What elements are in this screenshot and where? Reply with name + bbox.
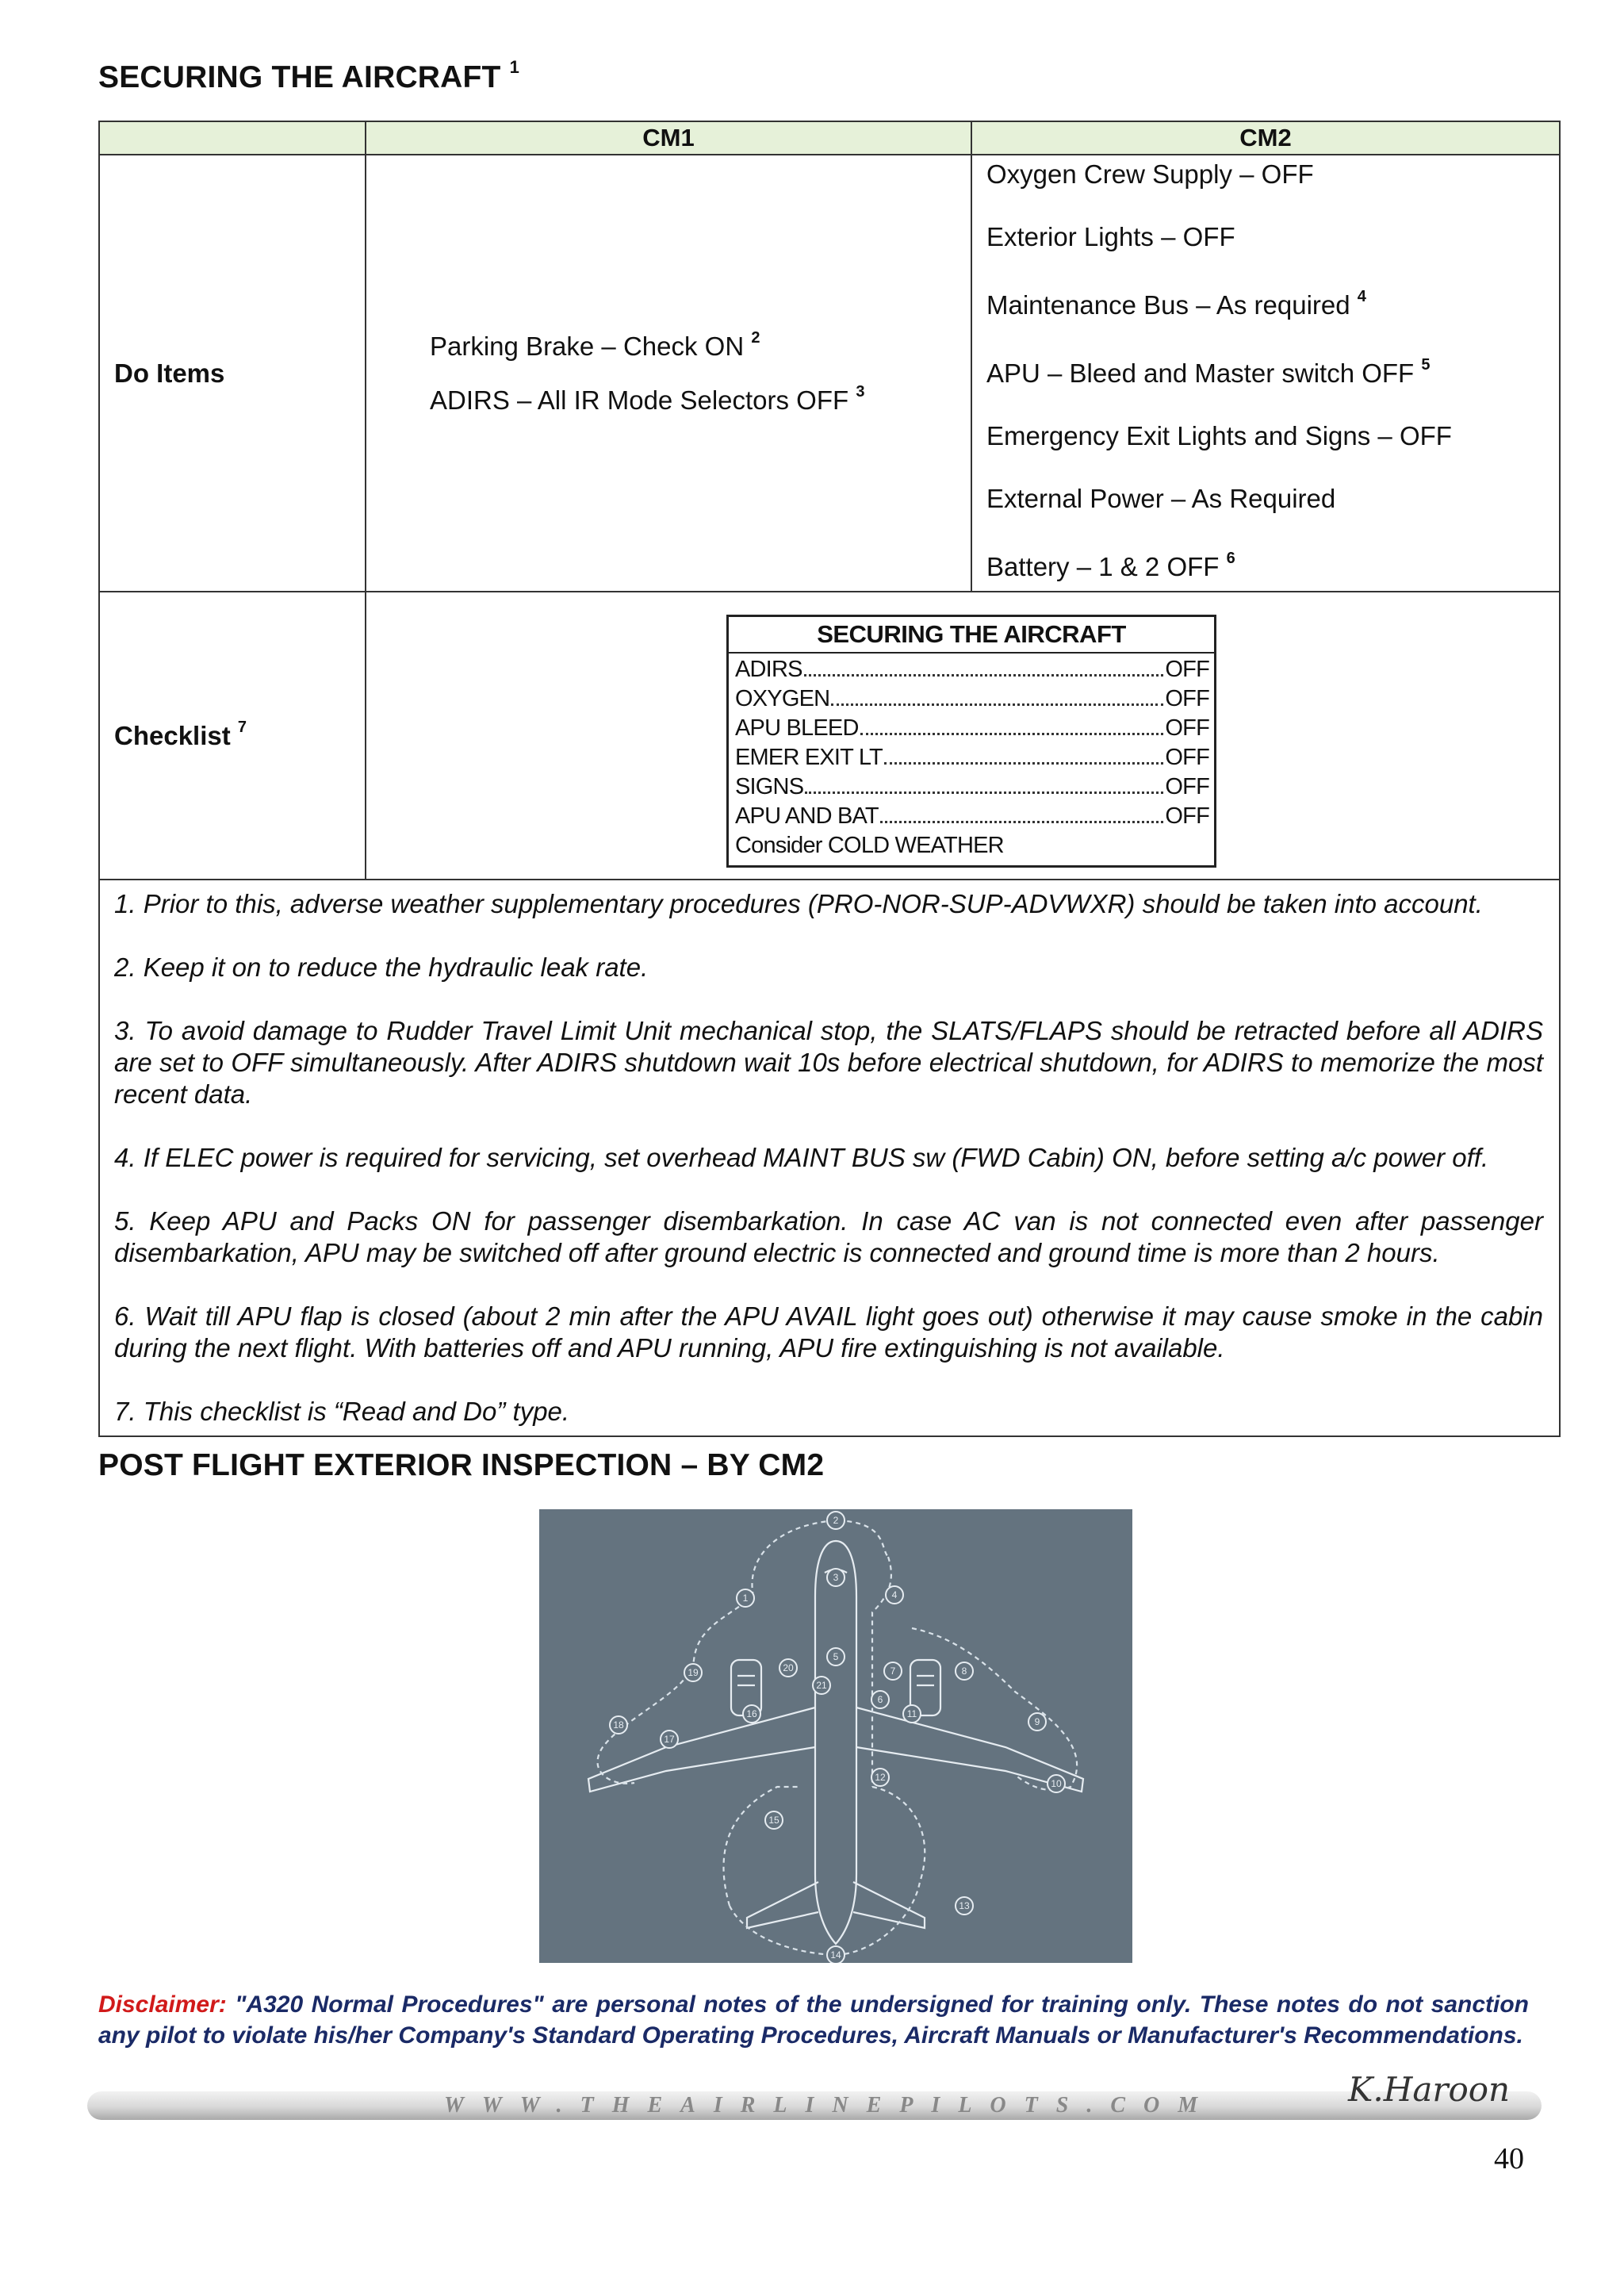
checklist-line: EMER EXIT LT OFF xyxy=(735,745,1209,770)
checklist-line: ADIRS OFF xyxy=(735,657,1209,682)
footnote: 4. If ELEC power is required for servicing, set overhead MAINT BUS sw (FWD Cabin) ON, before setting a/c power off. xyxy=(114,1143,1489,1172)
securing-table xyxy=(98,121,1561,1437)
checklist-line: APU BLEED OFF xyxy=(735,715,1209,741)
cm2-item: Exterior Lights – OFF xyxy=(986,222,1235,251)
diagram-label: 18 xyxy=(613,1719,624,1731)
cm1-do-items xyxy=(366,155,971,592)
section-title-securing: SECURING THE AIRCRAFT $^1$ xyxy=(98,57,520,94)
diagram-label: 5 xyxy=(833,1651,839,1662)
header-cm2: CM2 xyxy=(971,121,1560,155)
author-signature: K.Haroon xyxy=(1348,2070,1511,2109)
cm1-list xyxy=(366,328,971,416)
diagram-label: 19 xyxy=(688,1667,699,1678)
notes-cell xyxy=(99,880,1560,1436)
section-title-post-flight: POST FLIGHT EXTERIOR INSPECTION – BY CM2 xyxy=(98,1448,825,1482)
diagram-label: 20 xyxy=(783,1662,794,1673)
header-empty xyxy=(99,121,366,155)
checklist-line: OXYGEN OFF xyxy=(735,686,1209,711)
cm1-item: Parking Brake – Check ON $^2$ xyxy=(430,328,760,361)
cm2-list xyxy=(972,155,1559,591)
do-items-row xyxy=(99,155,1560,592)
diagram-label: 13 xyxy=(959,1900,970,1911)
footer-url: WWW.THEAIRLINEPILOTS.COM xyxy=(444,2093,1216,2118)
diagram-label: 2 xyxy=(833,1515,839,1526)
table-header-row xyxy=(99,121,1560,155)
disclaimer-label: Disclaimer: xyxy=(98,1991,227,2018)
diagram-label: 14 xyxy=(830,1949,841,1961)
checklist-footer: Consider COLD WEATHER xyxy=(735,833,1004,858)
page-number: 40 xyxy=(1494,2142,1524,2175)
checklist-line: APU AND BAT OFF xyxy=(735,803,1209,829)
checklist-cell xyxy=(366,592,1560,880)
footnote: 2. Keep it on to reduce the hydraulic leak rate. xyxy=(114,953,649,982)
diagram-label: 17 xyxy=(664,1734,675,1745)
cm2-item: External Power – As Required xyxy=(986,484,1336,513)
checklist-card-title: SECURING THE AIRCRAFT xyxy=(729,617,1214,654)
footnote: 3. To avoid damage to Rudder Travel Limit Unit mechanical stop, the SLATS/FLAPS should be retracted before all ADIRS are set to OFF simultaneously. After ADIRS shutdown wait 10s before electrical shutdown, for ADIRS to memorize the most recent data. xyxy=(114,1016,1543,1109)
cm2-do-items xyxy=(971,155,1560,592)
cm2-item: Maintenance Bus – As required $^4$ xyxy=(986,288,1366,320)
diagram-label: 6 xyxy=(877,1694,883,1705)
header-cm1: CM1 xyxy=(366,121,971,155)
cm2-item: Emergency Exit Lights and Signs – OFF xyxy=(986,421,1452,450)
diagram-label: 12 xyxy=(875,1772,886,1783)
footnote: 1. Prior to this, adverse weather supplementary procedures (PRO-NOR-SUP-ADVWXR) should be taken into account. xyxy=(114,889,1483,918)
footnote: 6. Wait till APU flap is closed (about 2 min after the APU AVAIL light goes out) otherwise it may cause smoke in the cabin during the next flight. With batteries off and APU running, APU fire extinguishing is not available. xyxy=(114,1301,1543,1363)
cm2-item: Battery – 1 & 2 OFF $^6$ xyxy=(986,550,1235,581)
exterior-inspection-diagram xyxy=(539,1509,1132,1963)
diagram-label: 1 xyxy=(742,1593,749,1604)
diagram-label: 21 xyxy=(816,1680,827,1691)
diagram-label: 16 xyxy=(746,1708,757,1719)
disclaimer-text: "A320 Normal Procedures" are personal notes of the undersigned for training only. These notes do not sanction any pilot to violate his/her Company's Standard Operating Procedures, Aircraft Manuals or Manufacturer's Recommendations. xyxy=(98,1991,1529,2049)
diagram-label: 9 xyxy=(1034,1716,1040,1727)
checklist-card xyxy=(726,615,1216,868)
notes-row xyxy=(99,880,1560,1436)
checklist-card-lines xyxy=(729,654,1214,865)
disclaimer xyxy=(98,1989,1529,2051)
aircraft-walkaround-svg xyxy=(539,1509,1132,1963)
diagram-label: 15 xyxy=(768,1815,779,1826)
checklist-row xyxy=(99,592,1560,880)
do-items-label: Do Items xyxy=(99,155,366,592)
diagram-label: 7 xyxy=(890,1665,896,1677)
diagram-label: 8 xyxy=(961,1665,967,1677)
checklist-label: Checklist $^7$ xyxy=(99,592,366,880)
cm1-item: ADIRS – All IR Mode Selectors OFF $^3$ xyxy=(430,382,865,415)
footnote: 7. This checklist is “Read and Do” type. xyxy=(114,1397,570,1426)
diagram-label: 10 xyxy=(1051,1778,1062,1789)
diagram-label: 3 xyxy=(833,1572,839,1583)
checklist-line: SIGNS OFF xyxy=(735,774,1209,799)
cm2-item: Oxygen Crew Supply – OFF xyxy=(986,159,1314,189)
diagram-label: 4 xyxy=(891,1589,898,1600)
footnote: 5. Keep APU and Packs ON for passenger disembarkation. In case AC van is not connected even after passenger disembarkation, APU may be switched off after ground electric is connected and ground time is more than 2 hours. xyxy=(114,1206,1543,1267)
footnotes xyxy=(100,880,1559,1435)
cm2-item: APU – Bleed and Master switch OFF $^5$ xyxy=(986,356,1431,388)
diagram-label: 11 xyxy=(906,1708,917,1719)
